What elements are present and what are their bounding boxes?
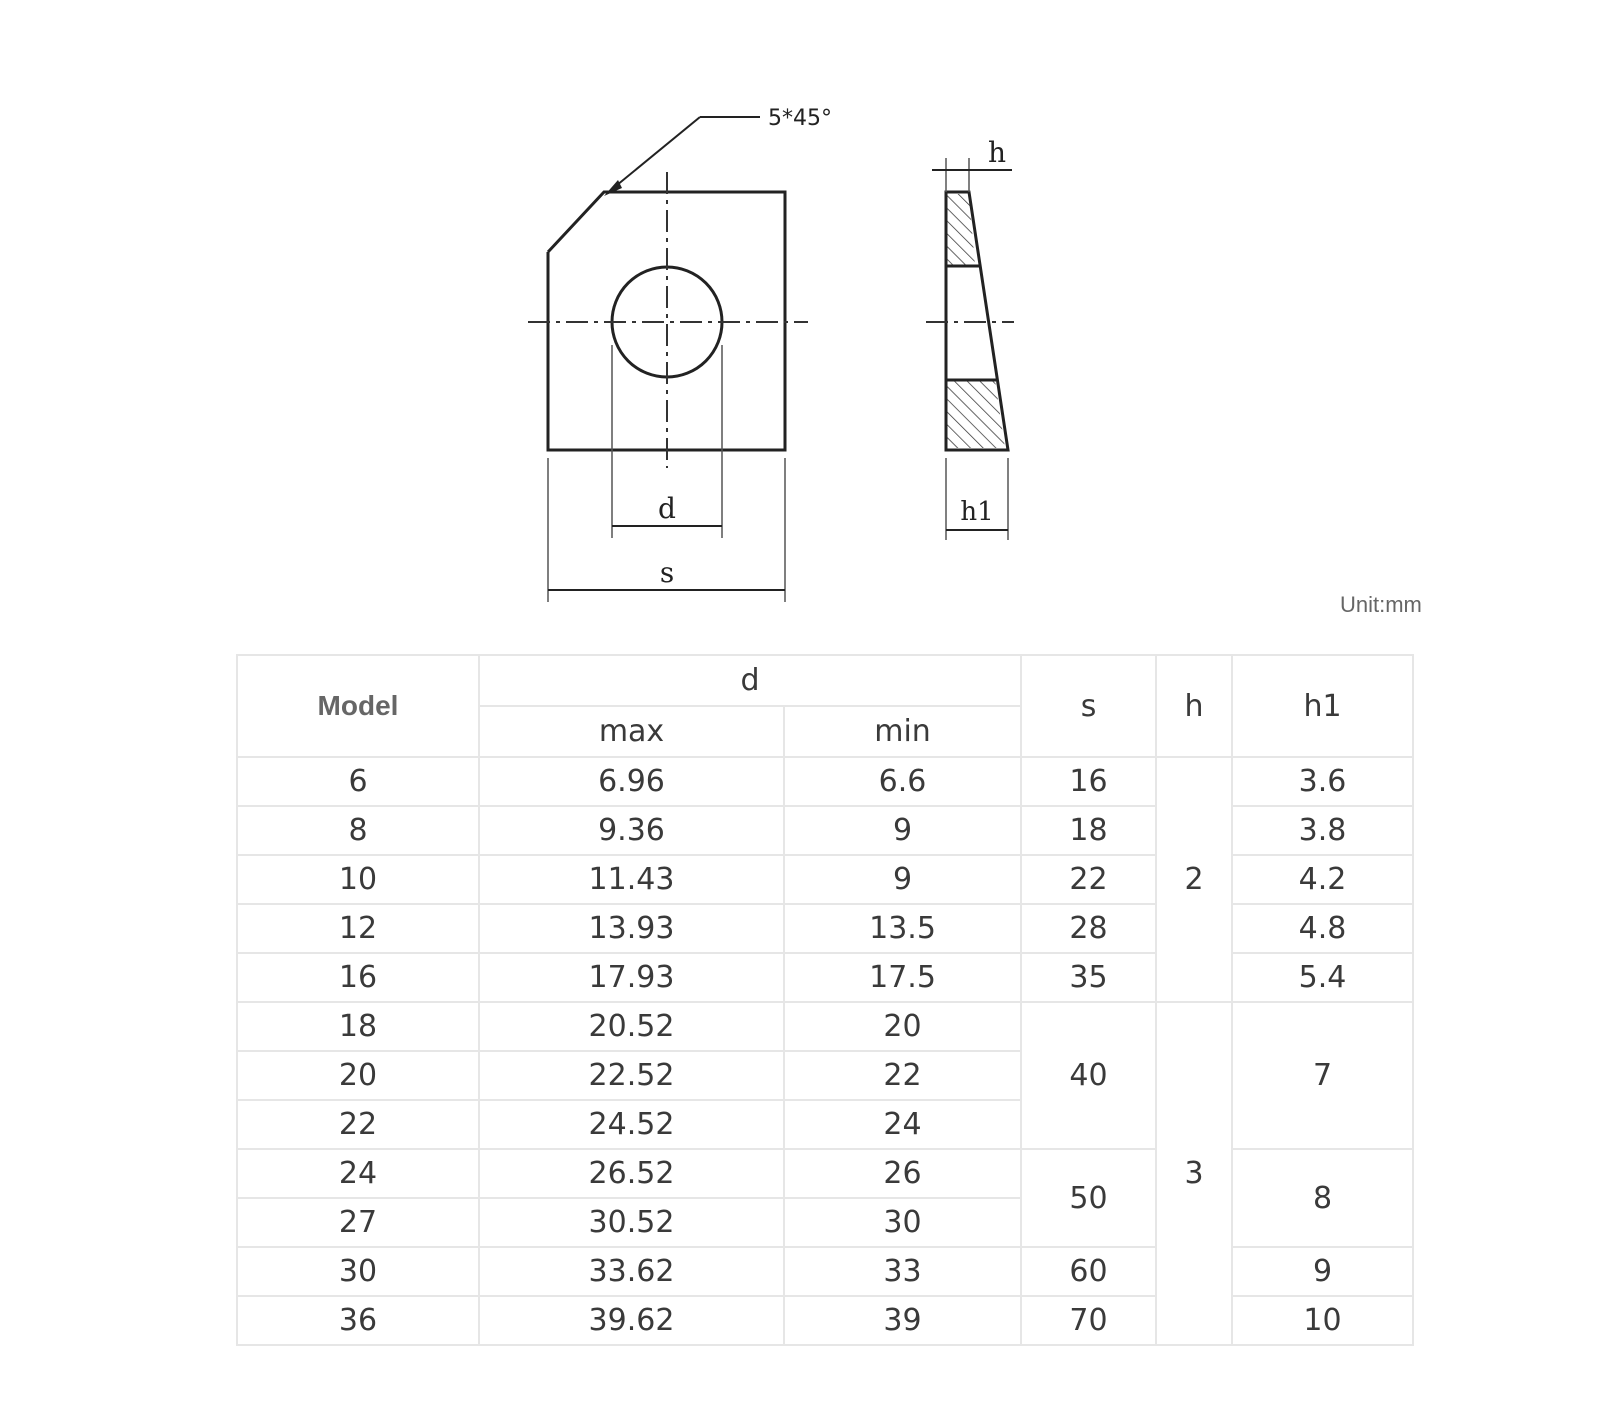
table-row xyxy=(237,1296,1413,1345)
cell-h1: 8 xyxy=(1232,1149,1413,1247)
dim-s-label: s xyxy=(659,556,675,589)
cell-s: 35 xyxy=(1021,953,1156,1002)
cell-h1: 3.6 xyxy=(1232,757,1413,806)
cell-d-max: 6.96 xyxy=(479,757,784,806)
unit-label: Unit:mm xyxy=(1340,592,1422,617)
cell-d-min: 39 xyxy=(784,1296,1021,1345)
cell-d-max: 9.36 xyxy=(479,806,784,855)
chamfer-callout: 5*45° xyxy=(768,106,832,131)
table-row xyxy=(237,855,1413,904)
header-h: h xyxy=(1156,655,1232,757)
dim-d-label: d xyxy=(658,492,676,525)
cell-model: 36 xyxy=(237,1296,479,1345)
cell-h1: 9 xyxy=(1232,1247,1413,1296)
cell-d-min: 9 xyxy=(784,806,1021,855)
table-row xyxy=(237,1247,1413,1296)
table-header-row xyxy=(237,655,1413,706)
cell-model: 8 xyxy=(237,806,479,855)
cell-d-max: 22.52 xyxy=(479,1051,784,1100)
header-model: Model xyxy=(237,655,479,757)
cell-s: 18 xyxy=(1021,806,1156,855)
cell-d-max: 20.52 xyxy=(479,1002,784,1051)
washer-drawing xyxy=(0,0,1600,640)
cell-model: 20 xyxy=(237,1051,479,1100)
dim-h1-label: h1 xyxy=(960,497,994,527)
cell-s: 50 xyxy=(1021,1149,1156,1247)
cell-model: 24 xyxy=(237,1149,479,1198)
cell-h1: 7 xyxy=(1232,1002,1413,1149)
cell-d-max: 17.93 xyxy=(479,953,784,1002)
cell-h1: 4.2 xyxy=(1232,855,1413,904)
cell-s: 16 xyxy=(1021,757,1156,806)
cell-d-max: 33.62 xyxy=(479,1247,784,1296)
side-view xyxy=(926,136,1014,540)
cell-d-max: 24.52 xyxy=(479,1100,784,1149)
cell-model: 30 xyxy=(237,1247,479,1296)
cell-model: 16 xyxy=(237,953,479,1002)
table-row xyxy=(237,1149,1413,1198)
table-row xyxy=(237,757,1413,806)
header-s: s xyxy=(1021,655,1156,757)
cell-d-max: 11.43 xyxy=(479,855,784,904)
cell-model: 12 xyxy=(237,904,479,953)
cell-model: 22 xyxy=(237,1100,479,1149)
table-row xyxy=(237,806,1413,855)
cell-d-max: 26.52 xyxy=(479,1149,784,1198)
cell-d-min: 17.5 xyxy=(784,953,1021,1002)
cell-d-min: 9 xyxy=(784,855,1021,904)
cell-d-min: 20 xyxy=(784,1002,1021,1051)
cell-s: 70 xyxy=(1021,1296,1156,1345)
cell-h1: 4.8 xyxy=(1232,904,1413,953)
cell-h1: 3.8 xyxy=(1232,806,1413,855)
chamfer-leader-diagonal xyxy=(611,117,700,190)
cell-d-min: 22 xyxy=(784,1051,1021,1100)
cell-d-min: 26 xyxy=(784,1149,1021,1198)
cell-s: 40 xyxy=(1021,1002,1156,1149)
cell-s: 22 xyxy=(1021,855,1156,904)
cell-d-min: 6.6 xyxy=(784,757,1021,806)
cell-s: 60 xyxy=(1021,1247,1156,1296)
header-d: d xyxy=(479,655,1021,706)
cell-h: 3 xyxy=(1156,1002,1232,1345)
spec-table xyxy=(236,654,1414,1346)
cell-h1: 5.4 xyxy=(1232,953,1413,1002)
header-d-min: min xyxy=(784,706,1021,757)
cell-h1: 10 xyxy=(1232,1296,1413,1345)
header-d-max: max xyxy=(479,706,784,757)
cell-d-max: 39.62 xyxy=(479,1296,784,1345)
table-row xyxy=(237,1002,1413,1051)
cell-d-min: 13.5 xyxy=(784,904,1021,953)
cell-d-min: 33 xyxy=(784,1247,1021,1296)
front-view xyxy=(528,106,832,602)
cell-d-max: 30.52 xyxy=(479,1198,784,1247)
cell-model: 6 xyxy=(237,757,479,806)
cell-model: 27 xyxy=(237,1198,479,1247)
dim-h-label: h xyxy=(988,136,1007,169)
table-row xyxy=(237,953,1413,1002)
header-h1: h1 xyxy=(1232,655,1413,757)
cell-s: 28 xyxy=(1021,904,1156,953)
bore-hole xyxy=(612,267,722,377)
table-row xyxy=(237,904,1413,953)
cell-h: 2 xyxy=(1156,757,1232,1002)
cell-d-max: 13.93 xyxy=(479,904,784,953)
cell-d-min: 24 xyxy=(784,1100,1021,1149)
cell-model: 18 xyxy=(237,1002,479,1051)
cell-model: 10 xyxy=(237,855,479,904)
side-hatch-bottom xyxy=(946,380,1005,448)
cell-d-min: 30 xyxy=(784,1198,1021,1247)
